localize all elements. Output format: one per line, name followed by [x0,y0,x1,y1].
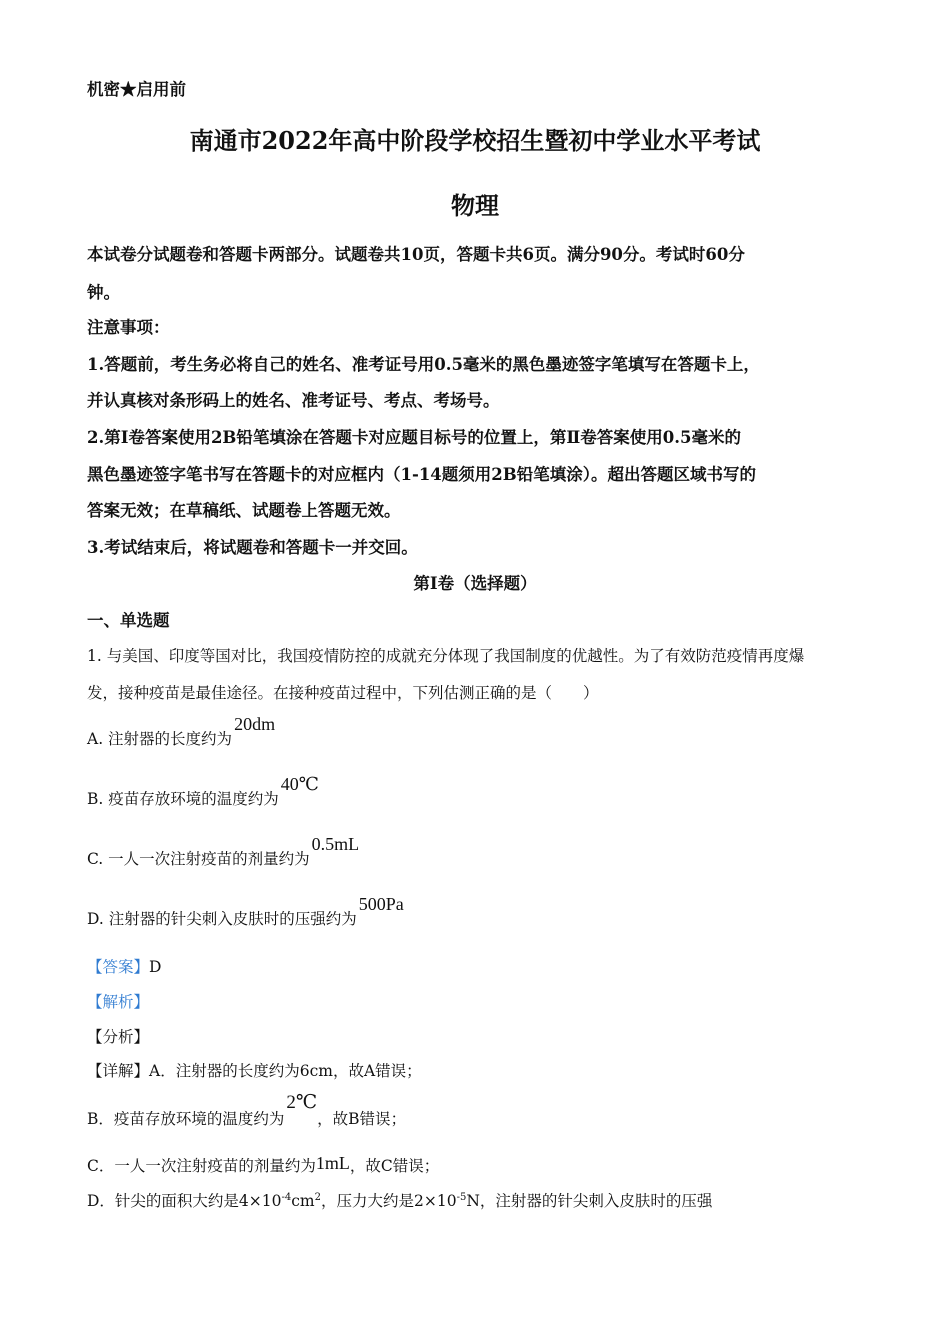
detail-d-line [87,1189,712,1211]
option-d-value: 500Pa [358,894,404,914]
analysis-tag: 【解析】 [87,993,150,1011]
note-3: 3.考试结束后，将试题卷和答题卡一并交回。 [87,538,418,557]
answer-value: D [149,958,162,976]
detail-d-part-1: D．针尖的面积大约是4×10 [87,1192,282,1210]
detail-d-part-2: cm [291,1192,315,1210]
detail-a-line [87,1059,422,1081]
detail-b-line [87,1092,407,1130]
detail-c-suffix: ，故C错误； [349,1157,440,1175]
note-1-line-1: 1.答题前，考生务必将自己的姓名、准考证号用0.5毫米的黑色墨迹签字笔填写在答题卡上， [87,355,760,374]
secret-label: 机密★启用前 [87,80,186,99]
detail-c-line [87,1154,439,1176]
detail-c-text: C．一人一次注射疫苗的剂量约为 [87,1157,316,1175]
option-d-text: D. 注射器的针尖刺入皮肤时的压强约为 [87,910,357,928]
intro-line-1: 本试卷分试题卷和答题卡两部分。试题卷共10页，答题卡共6页。满分90分。考试时60分 [87,245,745,264]
detail-b-text: B．疫苗存放环境的温度约为 [87,1110,285,1128]
note-2-line-3: 答案无效；在草稿纸、试题卷上答题无效。 [87,501,401,520]
detail-d-exp-3: -5 [456,1191,467,1203]
answer-tag: 【答案】 [87,958,150,976]
detail-c-value: 1mL [315,1153,350,1173]
answer-line [87,955,161,977]
option-b [87,774,319,809]
detail-b-value: 2℃ [286,1092,318,1113]
note-2-line-2: 黑色墨迹签字笔书写在答题卡的对应框内（1-14题须用2B铅笔填涂）。超出答题区域书写的 [87,465,756,484]
note-2-line-1: 2.第Ⅰ卷答案使用2B铅笔填涂在答题卡对应题目标号的位置上，第Ⅱ卷答案使用0.5毫米的 [87,428,741,447]
detail-d-exp-1: -4 [281,1191,292,1203]
detail-a: A．注射器的长度约为6cm，故A错误； [149,1062,422,1080]
note-1-line-2: 并认真核对条形码上的姓名、准考证号、考点、考场号。 [87,391,500,410]
option-a [87,714,276,749]
detail-b-suffix: ，故B错误； [317,1110,407,1128]
detail-d-exp-2: 2 [314,1191,322,1203]
option-b-value: 40℃ [280,774,319,794]
intro-line-2: 钟。 [87,283,120,302]
page-title: 南通市2022年高中阶段学校招生暨初中学业水平考试 [189,126,761,155]
option-b-text: B. 疫苗存放环境的温度约为 [87,790,279,808]
part-1-title: 第Ⅰ卷（选择题） [413,574,537,593]
subject-title: 物理 [451,191,499,220]
notes-heading: 注意事项： [87,318,170,337]
question-1-stem-line-1: 1. 与美国、印度等国对比，我国疫情防控的成就充分体现了我国制度的优越性。为了有效防范疫情再度爆 [87,647,805,665]
question-1-stem-line-2: 发，接种疫苗是最佳途径。在接种疫苗过程中，下列估测正确的是（ ） [87,684,599,702]
option-c-text: C. 一人一次注射疫苗的剂量约为 [87,850,310,868]
fenxi-tag: 【分析】 [87,1028,150,1046]
option-c [87,834,360,869]
detail-d-part-4: N，注射器的针尖刺入皮肤时的压强 [466,1192,713,1210]
detail-tag: 【详解】 [87,1062,150,1080]
option-a-value: 20dm [234,714,276,734]
section-heading: 一、单选题 [87,611,170,630]
detail-d-part-3: ，压力大约是2×10 [321,1192,457,1210]
option-a-text: A. 注射器的长度约为 [87,730,233,748]
option-d [87,894,404,929]
option-c-value: 0.5mL [311,834,360,854]
